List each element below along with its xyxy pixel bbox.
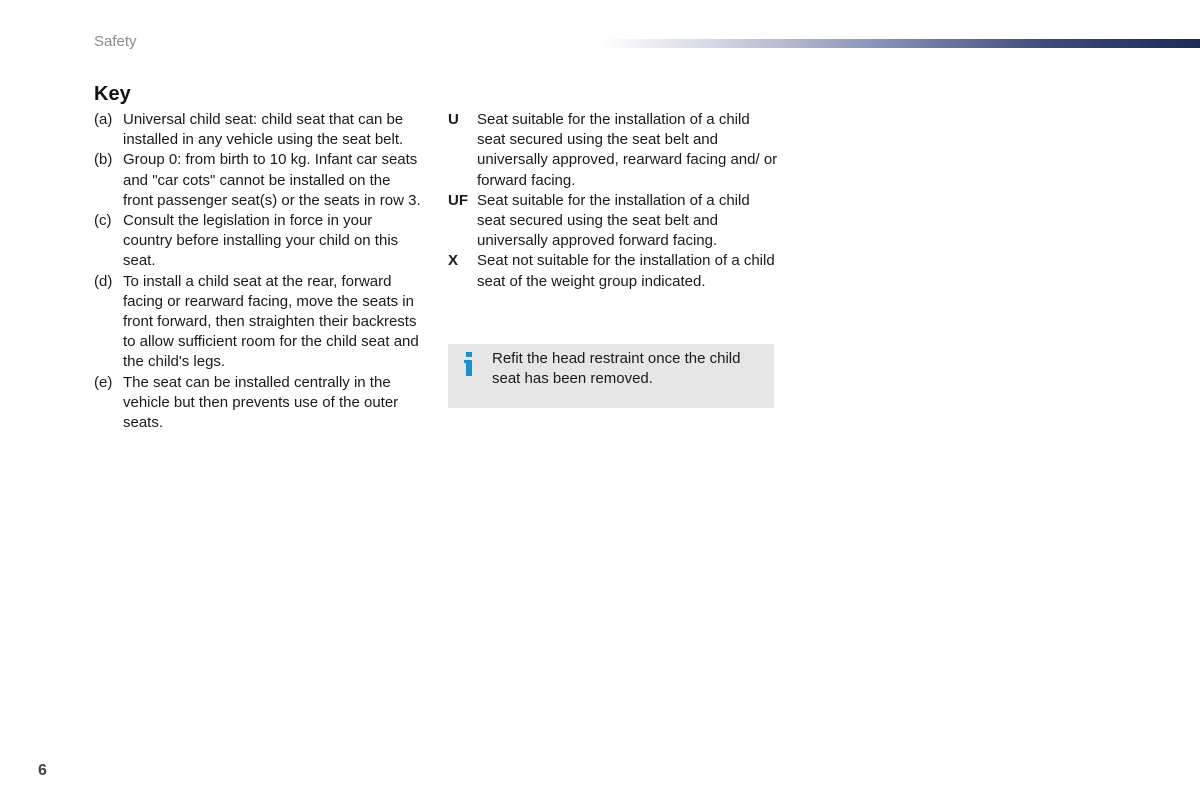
info-box — [448, 344, 774, 408]
notes-list — [94, 110, 424, 433]
code-description: Seat suitable for the installation of a child seat secured using the seat belt and universally approved, rearward facing and/ or forward facing. — [477, 111, 778, 189]
info-text: Refit the head restraint once the child seat has been removed. — [492, 350, 741, 388]
list-item — [94, 150, 424, 211]
note-text: To install a child seat at the rear, forward facing or rearward facing, move the seats in front forward, then straighten their backrests to allow sufficient room for the child seat and the child's legs. — [123, 272, 419, 371]
list-item — [94, 110, 424, 150]
note-marker: (c) — [94, 212, 112, 230]
page-number: 6 — [38, 762, 47, 779]
list-item — [94, 211, 424, 272]
seat-code: X — [448, 252, 459, 270]
list-item — [448, 191, 778, 252]
seat-code: UF — [448, 191, 468, 209]
note-text: Consult the legislation in force in your country before installing your child on this seat. — [123, 212, 399, 270]
note-marker: (e) — [94, 373, 113, 391]
key-heading: Key — [94, 83, 131, 105]
codes-list — [448, 110, 778, 292]
note-marker: (d) — [94, 272, 113, 290]
header-gradient-bar — [600, 39, 1200, 48]
section-title: Safety — [94, 33, 137, 50]
code-description: Seat not suitable for the installation of a child seat of the weight group indicated. — [477, 252, 775, 290]
code-description: Seat suitable for the installation of a child seat secured using the seat belt and universally approved forward facing. — [477, 191, 750, 250]
info-icon — [464, 352, 474, 376]
list-item — [94, 373, 424, 434]
seat-code: U — [448, 111, 459, 128]
list-item — [448, 110, 778, 191]
note-text: Group 0: from birth to 10 kg. Infant car seats and "car cots" cannot be installed on the front passenger seat(s) or the seats in row 3. — [123, 151, 421, 209]
list-item — [94, 272, 424, 373]
note-marker: (a) — [94, 111, 113, 128]
note-text: Universal child seat: child seat that can be installed in any vehicle using the seat belt. — [123, 111, 404, 149]
note-text: The seat can be installed centrally in the vehicle but then prevents use of the outer seats. — [123, 373, 399, 432]
note-marker: (b) — [94, 151, 113, 169]
list-item — [448, 251, 778, 291]
